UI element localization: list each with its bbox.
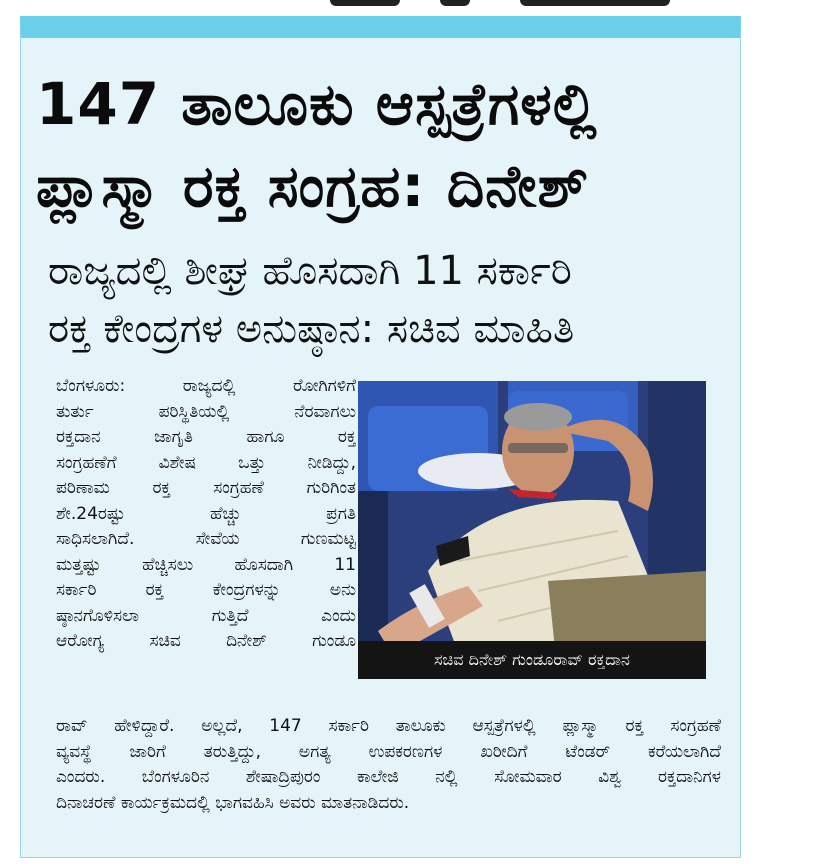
subheadline-line-1: ರಾಜ್ಯದಲ್ಲಿ ಶೀಘ್ರ ಹೊಸದಾಗಿ 11 ಸರ್ಕಾರಿ xyxy=(48,248,572,294)
article-body-full-width xyxy=(56,714,721,816)
body-line: ಪರಿಣಾಮ ರಕ್ತ ಸಂಗ್ರಹಣೆ ಗುರಿಗಿಂತ xyxy=(56,478,356,498)
body-line: ಶೇ.24ರಷ್ಟು ಹೆಚ್ಚು ಪ್ರಗತಿ xyxy=(56,503,356,524)
body-line: ಸರ್ಕಾರಿ ರಕ್ತ ಕೇಂದ್ರಗಳನ್ನು ಅನು xyxy=(56,580,356,600)
article-body-left-column xyxy=(56,374,356,655)
previous-article-fragment xyxy=(0,0,821,16)
photo-caption: ಸಚಿವ ದಿನೇಶ್ ಗುಂಡೂರಾವ್ ರಕ್ತದಾನ xyxy=(358,641,706,679)
body-line: ಆರೋಗ್ಯ ಸಚಿವ ದಿನೇಶ್ ಗುಂಡೂ xyxy=(56,631,356,651)
body-line: ಮತ್ತಷ್ಟು ಹೆಚ್ಚಿಸಲು ಹೊಸದಾಗಿ 11 xyxy=(56,554,356,575)
body-line: ಸಂಗ್ರಹಣೆಗೆ ವಿಶೇಷ ಒತ್ತು ನೀಡಿದ್ದು, xyxy=(56,452,356,473)
body-line: ತುರ್ತು ಪರಿಸ್ಥಿತಿಯಲ್ಲಿ ನೆರವಾಗಲು xyxy=(56,401,356,422)
article-photo xyxy=(358,381,706,679)
body-line: ವ್ಯವಸ್ಥೆ ಜಾರಿಗೆ ತರುತ್ತಿದ್ದು, ಅಗತ್ಯ ಉಪಕರಣಗಳ ಖರೀದಿಗೆ ಟೆಂಡರ್ ಕರೆಯಲಾಗಿದೆ xyxy=(56,741,721,762)
headline-line-2: ಪ್ಲಾಸ್ಮಾ ರಕ್ತ ಸಂಗ್ರಹ: ದಿನೇಶ್ xyxy=(36,152,590,220)
body-line: ದಿನಾಚರಣೆ ಕಾರ್ಯಕ್ರಮದಲ್ಲಿ ಭಾಗವಹಿಸಿ ಅವರು ಮಾತನಾಡಿದರು. xyxy=(56,792,410,813)
body-line: ಷ್ಠಾನಗೊಳಿಸಲಾ ಗುತ್ತಿದೆ ಎಂದು xyxy=(56,605,356,626)
body-line: ಸಾಧಿಸಲಾಗಿದೆ. ಸೇವೆಯ ಗುಣಮಟ್ಟ xyxy=(56,529,356,549)
body-line: ರಾವ್ ಹೇಳಿದ್ದಾರೆ. ಅಲ್ಲದೆ, 147 ಸರ್ಕಾರಿ ತಾಲೂಕು ಆಸ್ಪತ್ರೆಗಳಲ್ಲಿ ಪ್ಲಾಸ್ಮಾ ರಕ್ತ ಸಂಗ್ರಹಣೆ xyxy=(56,716,721,736)
body-line: ಎಂದರು. ಬೆಂಗಳೂರಿನ ಶೇಷಾದ್ರಿಪುರಂ ಕಾಲೇಜಿ ನಲ್ಲಿ ಸೋಮವಾರ ವಿಶ್ವ ರಕ್ತದಾನಿಗಳ xyxy=(56,767,721,787)
body-line: ಬೆಂಗಳೂರು: ರಾಜ್ಯದಲ್ಲಿ ರೋಗಿಗಳಿಗೆ xyxy=(56,376,356,396)
blood-donation-photo-illustration xyxy=(358,381,706,679)
headline-line-1: 147 ತಾಲೂಕು ಆಸ್ಪತ್ರೆಗಳಲ್ಲಿ xyxy=(36,70,598,138)
body-line: ರಕ್ತದಾನ ಜಾಗೃತಿ ಹಾಗೂ ರಕ್ತ xyxy=(56,427,356,447)
subheadline-line-2: ರಕ್ತ ಕೇಂದ್ರಗಳ ಅನುಷ್ಠಾನ: ಸಚಿವ ಮಾಹಿತಿ xyxy=(48,306,575,352)
